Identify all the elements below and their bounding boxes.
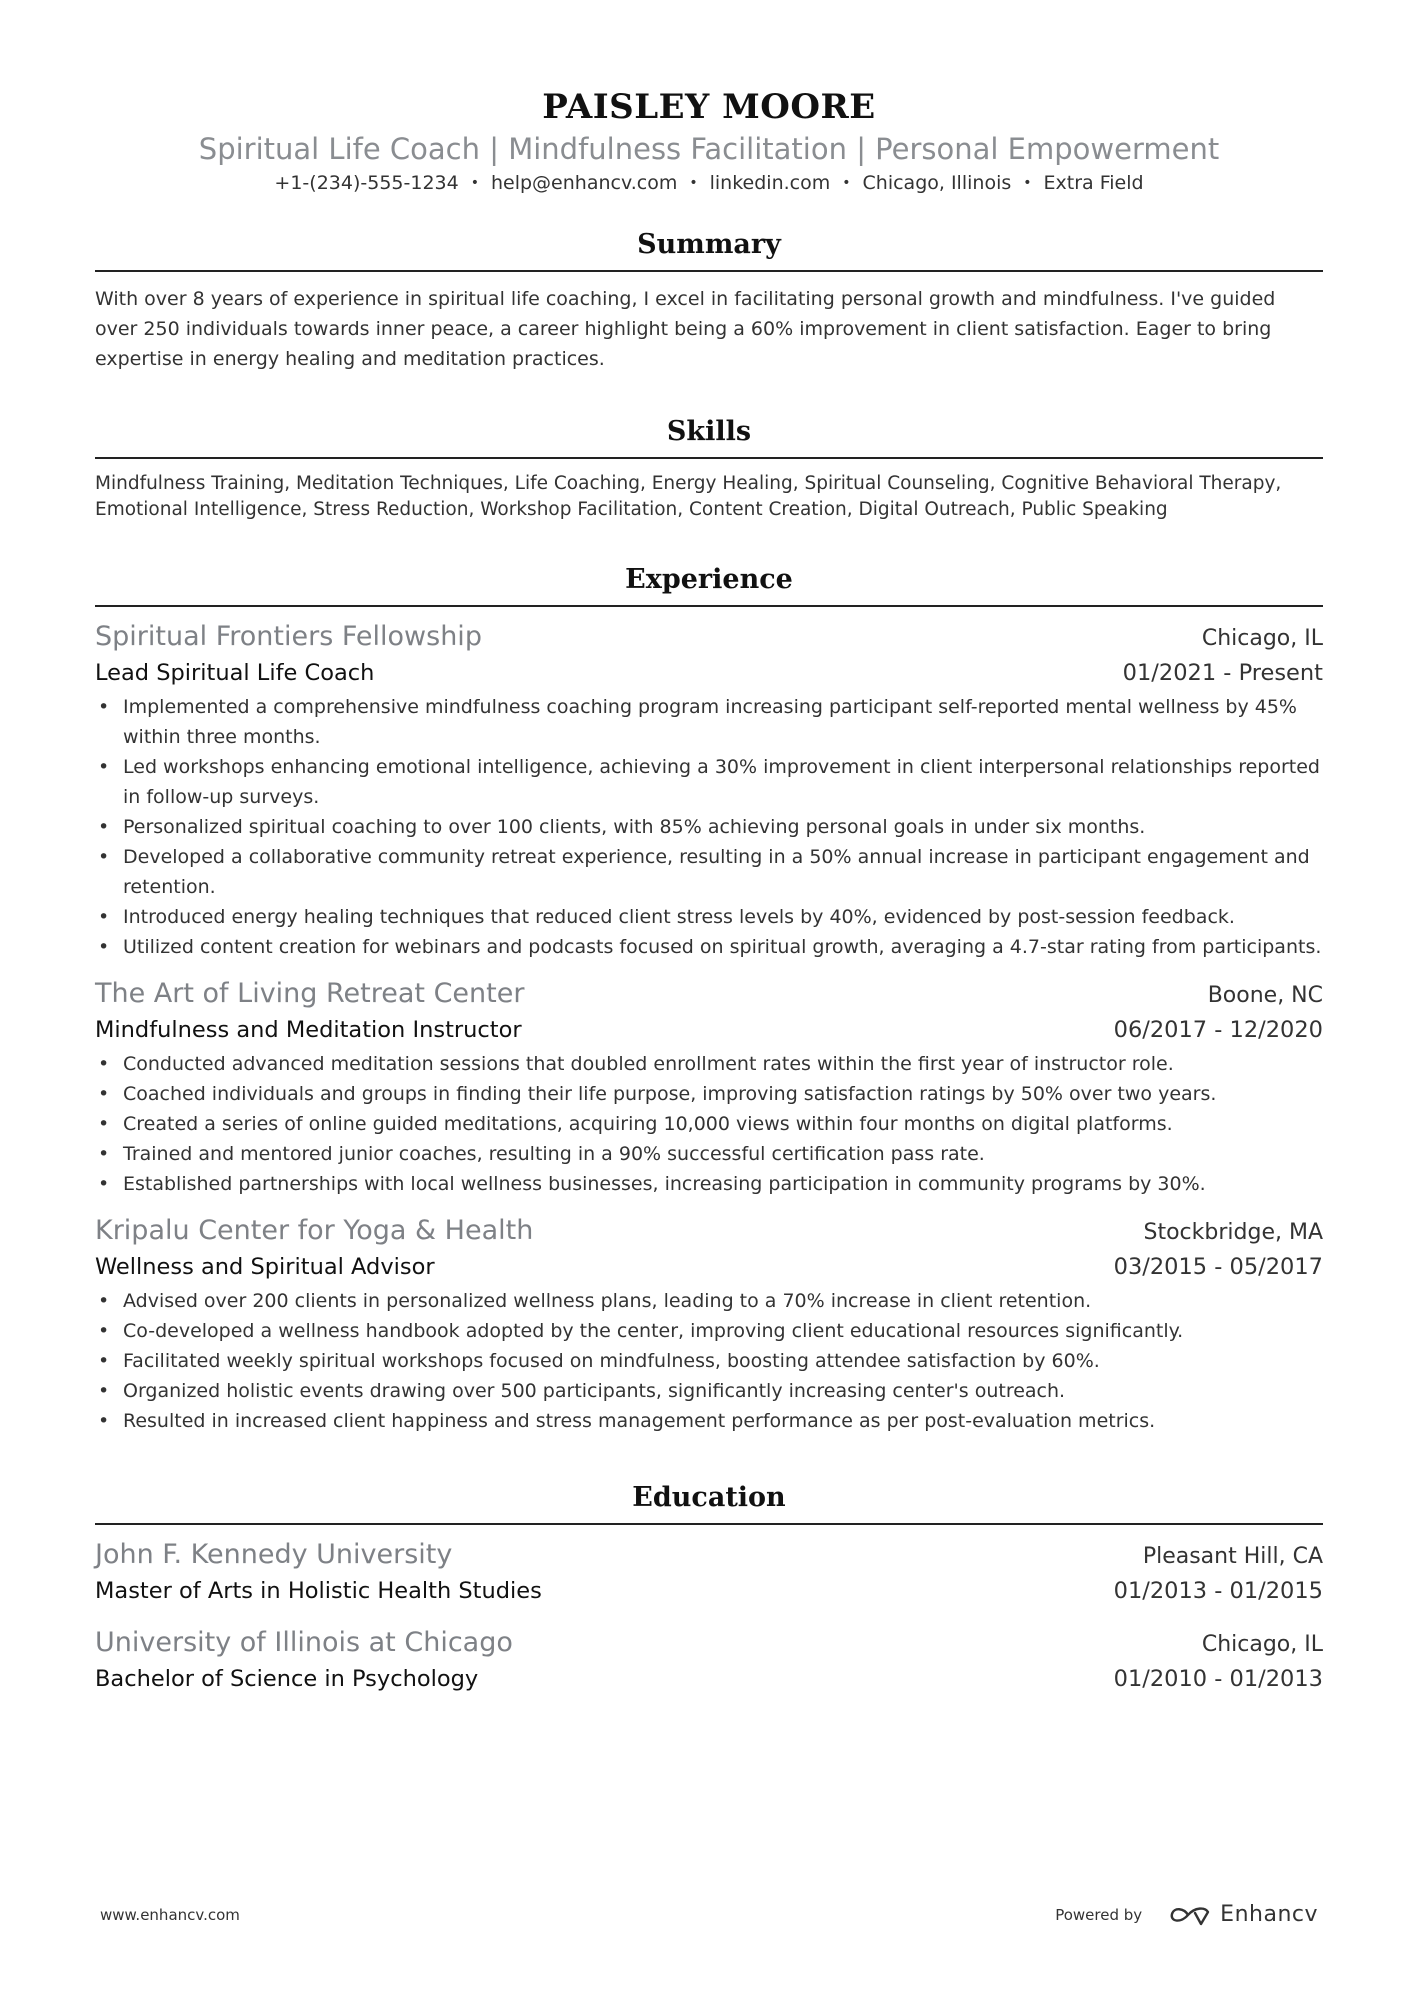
page-footer — [100, 1902, 1318, 1927]
skills-section — [95, 414, 1323, 522]
achievement-item — [95, 1169, 1323, 1199]
experience-entry — [95, 619, 1323, 962]
company-name: Spiritual Frontiers Fellowship — [95, 621, 482, 652]
separator-dot: • — [689, 175, 698, 191]
enhancv-brand-name: Enhancv — [1220, 1902, 1318, 1927]
achievement-item — [95, 1376, 1323, 1406]
bullet-icon: • — [98, 906, 110, 928]
company-name: Kripalu Center for Yoga & Health — [95, 1215, 534, 1246]
achievement-item — [95, 1346, 1323, 1376]
education-entry — [95, 1537, 1323, 1607]
bullet-icon: • — [98, 1113, 110, 1135]
separator-dot: • — [470, 175, 479, 191]
job-dates: 06/2017 - 12/2020 — [1113, 1017, 1323, 1043]
achievement-item — [95, 692, 1323, 752]
achievement-item — [95, 1316, 1323, 1346]
achievement-text: Developed a collaborative community retreat experience, resulting in a 50% annual increase in participant engagement and retention. — [123, 846, 1310, 898]
school-name: University of Illinois at Chicago — [95, 1627, 513, 1658]
bullet-icon: • — [98, 1143, 110, 1165]
contact-extra-field: Extra Field — [1043, 172, 1144, 194]
section-divider — [95, 605, 1323, 607]
degree-name: Bachelor of Science in Psychology — [95, 1666, 479, 1692]
achievement-item — [95, 842, 1323, 902]
enhancv-logo-icon — [1168, 1903, 1214, 1927]
education-dates: 01/2013 - 01/2015 — [1113, 1578, 1323, 1604]
achievement-text: Conducted advanced meditation sessions that doubled enrollment rates within the first year of instructor role. — [123, 1053, 1174, 1075]
achievement-text: Organized holistic events drawing over 500 participants, significantly increasing center's outreach. — [123, 1380, 1066, 1402]
achievement-item — [95, 752, 1323, 812]
achievement-item — [95, 812, 1323, 842]
job-location: Chicago, IL — [1201, 626, 1323, 651]
bullet-icon: • — [98, 1083, 110, 1105]
achievement-text: Co-developed a wellness handbook adopted by the center, improving client educational resources significantly. — [123, 1320, 1184, 1342]
achievement-item — [95, 1079, 1323, 1109]
achievement-text: Advised over 200 clients in personalized wellness plans, leading to a 70% increase in client retention. — [123, 1290, 1092, 1312]
school-name: John F. Kennedy University — [95, 1539, 453, 1570]
contact-location: Chicago, Illinois — [862, 172, 1012, 194]
bullet-icon: • — [98, 1173, 110, 1195]
achievement-text: Utilized content creation for webinars and podcasts focused on spiritual growth, averaging a 4.7-star rating from participants. — [123, 936, 1322, 958]
achievement-text: Led workshops enhancing emotional intelligence, achieving a 30% improvement in client interpersonal relationships reported in follow-up surveys. — [123, 756, 1320, 808]
achievement-text: Established partnerships with local wellness businesses, increasing participation in community programs by 30%. — [123, 1173, 1206, 1195]
bullet-icon: • — [98, 936, 110, 958]
bullet-icon: • — [98, 1350, 110, 1372]
bullet-icon: • — [98, 1053, 110, 1075]
candidate-headline: Spiritual Life Coach | Mindfulness Facilitation | Personal Empowerment — [198, 132, 1220, 166]
company-name: The Art of Living Retreat Center — [95, 978, 525, 1009]
separator-dot: • — [842, 175, 851, 191]
section-divider — [95, 270, 1323, 272]
achievement-item — [95, 1286, 1323, 1316]
achievement-text: Personalized spiritual coaching to over 100 clients, with 85% achieving personal goals in under six months. — [123, 816, 1146, 838]
footer-website-link[interactable]: www.enhancv.com — [100, 1905, 240, 1924]
school-location: Pleasant Hill, CA — [1142, 1544, 1323, 1569]
achievement-list — [95, 692, 1323, 962]
bullet-icon: • — [98, 696, 110, 718]
job-location: Stockbridge, MA — [1143, 1220, 1323, 1245]
experience-entry — [95, 976, 1323, 1199]
summary-text: With over 8 years of experience in spiritual life coaching, I excel in facilitating personal growth and mindfulness. I've guided over 250 individuals towards inner peace, a career highlight being a 60% improvement in client satisfaction. Eager to bring expertise in energy healing and meditation practices. — [95, 288, 1276, 370]
section-title-summary: Summary — [637, 229, 781, 260]
job-title: Mindfulness and Meditation Instructor — [95, 1017, 522, 1043]
section-divider — [95, 1523, 1323, 1525]
bullet-icon: • — [98, 1290, 110, 1312]
achievement-text: Created a series of online guided meditations, acquiring 10,000 views within four months on digital platforms. — [123, 1113, 1173, 1135]
candidate-name: PAISLEY MOORE — [542, 87, 876, 127]
job-title: Wellness and Spiritual Advisor — [95, 1254, 435, 1280]
achievement-text: Introduced energy healing techniques that reduced client stress levels by 40%, evidenced by post-session feedback. — [123, 906, 1235, 928]
achievement-text: Facilitated weekly spiritual workshops focused on mindfulness, boosting attendee satisfaction by 60%. — [123, 1350, 1100, 1372]
contact-linkedin[interactable]: linkedin.com — [709, 172, 831, 194]
enhancv-brand[interactable] — [1168, 1902, 1318, 1927]
achievement-text: Resulted in increased client happiness and stress management performance as per post-evaluation metrics. — [123, 1410, 1156, 1432]
education-entry — [95, 1625, 1323, 1695]
achievement-list — [95, 1049, 1323, 1199]
experience-section — [95, 562, 1323, 1436]
school-location: Chicago, IL — [1201, 1632, 1323, 1657]
achievement-item — [95, 902, 1323, 932]
section-title-education: Education — [632, 1482, 786, 1513]
job-dates: 01/2021 - Present — [1122, 660, 1323, 686]
section-title-skills: Skills — [666, 416, 752, 447]
summary-section — [95, 227, 1323, 374]
contact-phone: +1-(234)-555-1234 — [274, 172, 459, 194]
contact-email[interactable]: help@enhancv.com — [490, 172, 678, 194]
achievement-item — [95, 932, 1323, 962]
job-title: Lead Spiritual Life Coach — [95, 660, 375, 686]
achievement-text: Trained and mentored junior coaches, resulting in a 90% successful certification pass rate. — [123, 1143, 985, 1165]
section-title-experience: Experience — [625, 564, 793, 595]
section-divider — [95, 457, 1323, 459]
education-section — [95, 1480, 1323, 1695]
education-dates: 01/2010 - 01/2013 — [1113, 1666, 1323, 1692]
contact-line — [95, 169, 1323, 199]
achievement-list — [95, 1286, 1323, 1436]
bullet-icon: • — [98, 816, 110, 838]
degree-name: Master of Arts in Holistic Health Studies — [95, 1578, 542, 1604]
achievement-item — [95, 1049, 1323, 1079]
job-location: Boone, NC — [1207, 983, 1323, 1008]
achievement-item — [95, 1139, 1323, 1169]
achievement-text: Implemented a comprehensive mindfulness coaching program increasing participant self-reported mental wellness by 45% within three months. — [123, 696, 1297, 748]
skills-text: Mindfulness Training, Meditation Techniques, Life Coaching, Energy Healing, Spiritual Counseling, Cognitive Behavioral Therapy, Emotional Intelligence, Stress Reduction, Workshop Facilitation, Content Creation, Digital Outreach, Public Speaking — [95, 473, 1282, 520]
achievement-item — [95, 1406, 1323, 1436]
bullet-icon: • — [98, 756, 110, 778]
experience-entry — [95, 1213, 1323, 1436]
achievement-text: Coached individuals and groups in finding their life purpose, improving satisfaction ratings by 50% over two years. — [123, 1083, 1217, 1105]
powered-by — [1055, 1902, 1318, 1927]
bullet-icon: • — [98, 1410, 110, 1432]
achievement-item — [95, 1109, 1323, 1139]
separator-dot: • — [1023, 175, 1032, 191]
bullet-icon: • — [98, 1380, 110, 1402]
powered-by-label: Powered by — [1055, 1905, 1143, 1924]
bullet-icon: • — [98, 846, 110, 868]
job-dates: 03/2015 - 05/2017 — [1113, 1254, 1323, 1280]
resume-header — [95, 0, 1323, 199]
resume-page — [95, 0, 1323, 1695]
bullet-icon: • — [98, 1320, 110, 1342]
